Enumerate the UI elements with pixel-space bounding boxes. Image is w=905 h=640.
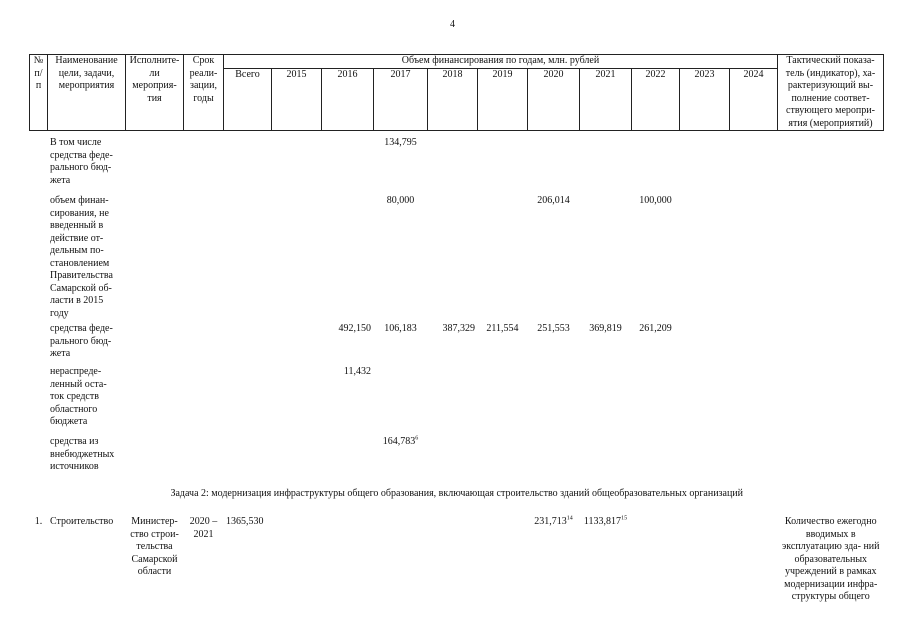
cell-2019: 211,554 — [486, 323, 519, 334]
row-name: объем финан- сирования, не введенный в действие от- дельным по- становлением Правительства Самарской об- ласти в 2015 году — [50, 195, 113, 319]
table-row — [30, 436, 884, 488]
header-year: 2020 — [528, 68, 580, 130]
header-year: 2022 — [632, 68, 680, 130]
row-name: средства феде- рального бюд- жета — [50, 323, 113, 359]
header-num: № п/п — [30, 55, 48, 131]
item-name: Строительство — [50, 516, 114, 527]
cell-2017 — [374, 436, 428, 488]
item-period: 2020 – 2021 — [189, 516, 218, 540]
task-heading: Задача 2: модернизация инфраструктуры общего образования, включающая строительство зданий общеобразовательных организаций — [170, 488, 744, 499]
header-year: 2018 — [428, 68, 478, 130]
cell-value: 164,783 — [382, 436, 416, 447]
cell-2017: 134,795 — [384, 137, 417, 148]
item-total: 1365,530 — [226, 516, 264, 527]
cell-2016: 492,150 — [338, 323, 371, 334]
funding-table — [29, 54, 884, 604]
cell-value: 1133,817 — [583, 516, 622, 527]
cell-2020: 206,014 — [537, 195, 570, 206]
cell-2020: 251,553 — [537, 323, 570, 334]
cell-2021 — [580, 516, 632, 604]
row-name: средства из внебюджетных источников — [50, 436, 115, 472]
header-funding: Объем финансирования по годам, млн. рублей — [224, 55, 778, 69]
footnote-marker: 15 — [621, 515, 628, 522]
cell-2022: 100,000 — [639, 195, 672, 206]
row-name: нераспреде- ленный оста- ток средств областного бюджета — [50, 366, 107, 427]
item-indicator: Количество ежегодно вводимых в эксплуатацию зда- ний образовательных учреждений в рамках модернизации инфра- структуры общего — [781, 516, 880, 602]
header-year: 2024 — [730, 68, 778, 130]
header-year: 2015 — [272, 68, 322, 130]
table-row — [30, 137, 884, 195]
table-row — [30, 366, 884, 436]
cell-2022: 261,209 — [639, 323, 672, 334]
item-number: 1. — [34, 516, 43, 527]
header-year: 2023 — [680, 68, 730, 130]
header-period: Срок реали- зации, годы — [184, 55, 224, 131]
header-year: 2017 — [374, 68, 428, 130]
page-number: 4 — [450, 19, 455, 30]
item-executor: Министер- ство строи- тельства Самарской области — [130, 516, 179, 577]
footnote-marker: 14 — [566, 515, 573, 522]
header-indicator: Тактический показа- тель (индикатор), ха- рактеризующий вы- полнение соответ- ствующего меропри- ятия (мероприятий) — [778, 55, 884, 131]
cell-2018: 387,329 — [442, 323, 475, 334]
table-row — [30, 323, 884, 366]
cell-value: 231,713 — [534, 516, 567, 527]
header-total: Всего — [224, 68, 272, 130]
cell-2020 — [528, 516, 580, 604]
header-executor: Исполните- ли мероприя- тия — [126, 55, 184, 131]
cell-2016: 11,432 — [343, 366, 371, 377]
header-year: 2019 — [478, 68, 528, 130]
table-row — [30, 195, 884, 323]
cell-2017: 80,000 — [386, 195, 415, 206]
footnote-marker: 6 — [415, 435, 419, 442]
header-year: 2021 — [580, 68, 632, 130]
cell-2017: 106,183 — [384, 323, 417, 334]
cell-2021: 369,819 — [589, 323, 622, 334]
header-name: Наименование цели, задачи, мероприятия — [48, 55, 126, 131]
table-row — [30, 516, 884, 604]
row-name: В том числе средства феде- рального бюд- жета — [50, 137, 113, 186]
header-year: 2016 — [322, 68, 374, 130]
